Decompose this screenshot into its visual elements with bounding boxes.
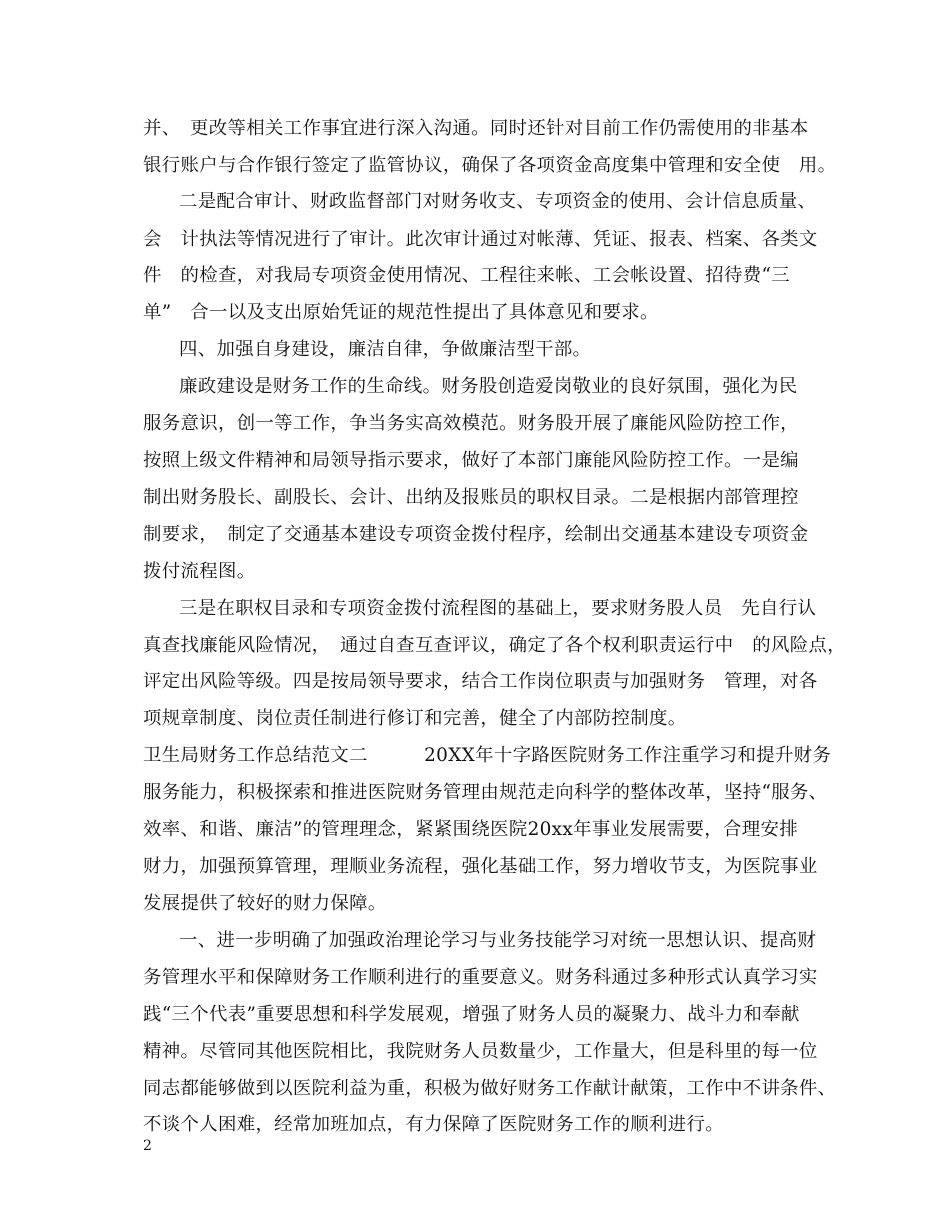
body-text-line: 效率、和谐、廉洁”的管理理念，紧紧围绕医院20xx年事业发展需要，合理安排 [143, 819, 798, 840]
body-text-line: 按照上级文件精神和局领导指示要求，做好了本部门廉能风险防控工作。一是编 [143, 450, 799, 471]
body-text-line: 三是在职权目录和专项资金拨付流程图的基础上，要求财务股人员 先自行认 [179, 598, 817, 619]
body-text-line: 不谈个人困难，经常加班加点，有力保障了医院财务工作的顺利进行。 [143, 1114, 724, 1135]
body-text-line: 服务能力，积极探索和推进医院财务管理由规范走向科学的整体改革，坚持“服务、 [143, 782, 828, 803]
section-heading: 四、加强自身建设，廉洁自律，争做廉洁型干部。 [179, 339, 592, 360]
body-text-line: 真查找廉能风险情况， 通过自查互查评议，确定了各个权利职责运行中 的风险点， [143, 635, 846, 656]
body-text-line: 廉政建设是财务工作的生命线。财务股创造爱岗敬业的良好氛围，强化为民 [179, 376, 798, 397]
body-text-line: 二是配合审计、财政监督部门对财务收支、专项资金的使用、会计信息质量、 [179, 191, 817, 212]
body-text-line: 精神。尽管同其他医院相比，我院财务人员数量少，工作量大，但是科里的每一位 [143, 1041, 818, 1062]
body-text-line: 件 的检查，对我局专项资金使用情况、工程往来帐、工会帐设置、招待费“三 [143, 265, 790, 286]
body-text-line: 拨付流程图。 [143, 561, 256, 582]
body-text-line: 银行账户与合作银行签定了监管协议，确保了各项资金高度集中管理和安全使 用。 [143, 155, 837, 176]
body-text-line: 评定出风险等级。四是按局领导要求，结合工作岗位职责与加强财务 管理，对各 [143, 671, 818, 692]
page-number: 2 [143, 1138, 152, 1154]
body-text-line: 发展提供了较好的财力保障。 [143, 893, 387, 914]
document-title-line: 卫生局财务工作总结范文二 20XX年十字路医院财务工作注重学习和提升财务 [143, 745, 832, 766]
body-text-line: 一、进一步明确了加强政治理论学习与业务技能学习对统一思想认识、提高财 [179, 930, 817, 951]
body-text-line: 践“三个代表”重要思想和科学发展观，增强了财务人员的凝聚力、战斗力和奉献 [143, 1004, 800, 1025]
body-text-line: 同志都能够做到以医院利益为重，积极为做好财务工作献计献策，工作中不讲条件、 [143, 1078, 837, 1099]
body-text-line: 项规章制度、岗位责任制进行修订和完善，健全了内部防控制度。 [143, 708, 687, 729]
body-text-line: 会 计执法等情况进行了审计。此次审计通过对帐薄、凭证、报表、档案、各类文 [143, 229, 818, 250]
body-text-line: 服务意识，创一等工作，争当务实高效模范。财务股开展了廉能风险防控工作， [143, 413, 799, 434]
body-text-line: 务管理水平和保障财务工作顺利进行的重要意义。财务科通过多种形式认真学习实 [143, 967, 818, 988]
body-text-line: 单” 合一以及支出原始凭证的规范性提出了具体意见和要求。 [143, 302, 659, 323]
body-text-line: 财力，加强预算管理，理顺业务流程，强化基础工作，努力增收节支，为医院事业 [143, 856, 818, 877]
body-text-line: 并、 更改等相关工作事宜进行深入沟通。同时还针对目前工作仍需使用的非基本 [143, 118, 809, 139]
body-text-line: 制要求， 制定了交通基本建设专项资金拨付程序，绘制出交通基本建设专项资金 [143, 524, 809, 545]
body-text-line: 制出财务股长、副股长、会计、出纳及报账员的职权目录。二是根据内部管理控 [143, 487, 799, 508]
